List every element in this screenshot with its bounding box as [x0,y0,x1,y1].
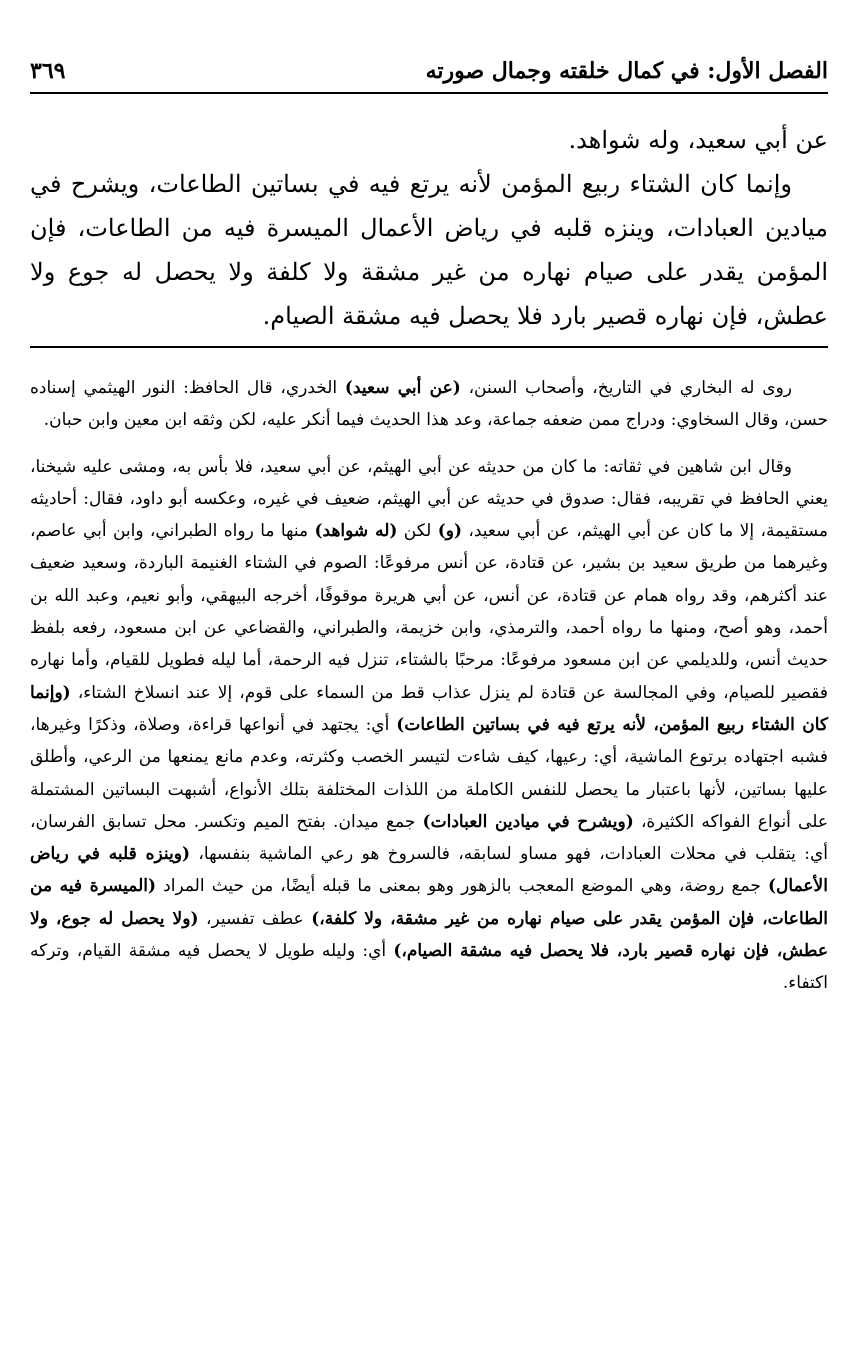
page-number: ٣٦٩ [30,58,66,85]
commentary-text: جمع ميدان. بفتح الميم وتكسر. محل تسابق الفرسان، أي: يتقلب في محلات العبادات، فهو مساو لسابقه، فالسروخ هو رعي الماشية بنفسها، [30,811,828,865]
header-rule [30,92,828,94]
commentary [30,372,828,1000]
main-paragraph-1: عن أبي سعيد، وله شواهد. [568,126,828,154]
main-text [30,118,828,338]
commentary-text: أي: وليله طويل لا يحصل فيه مشقة القيام، وتركه اكتفاء. [30,941,828,994]
text-divider [30,346,828,348]
quoted-phrase: (ويشرح في ميادين العبادات) [422,811,634,832]
commentary-text: روى له البخاري في التاريخ، وأصحاب السنن، [460,378,792,398]
quoted-phrase: (عن أبي سعيد) [344,378,461,398]
quoted-phrase: (ولا يحصل له جوع، ولا عطش، فإن نهاره قصير بارد، فلا يحصل فيه مشقة الصيام،) [30,908,829,962]
commentary-text: أي: يجتهد في أنواعها قراءة، وصلاة، وذكرًا وغيرها، فشبه اجتهاده برتوع الماشية، أي: رعيها، كيف شاءت لتيسر الخصب وكثرته، وعدم مانع يمنعها من الرعي، وأطلق عليها بساتين، لأنها باعتبار ما يحصل للنفس الكاملة من اللذات المختلفة بتلك الأنواع، أشبهت البساتين المشتملة على أنواع الفواكه الكثيرة، [30,714,829,832]
commentary-text: جمع روضة، وهي الموضع المعجب بالزهور وهو بمعنى ما قبله أيضًا، من حيث المراد [156,876,769,897]
running-header [30,40,828,86]
commentary-text: وقال ابن شاهين في ثقاته: ما كان من حديثه عن أبي الهيثم، عن أبي سعيد، فلا بأس به، ومشى عليه شيخنا، يعني الحافظ في تقريبه، فقال: صدوق في حديثه عن أبي الهيثم، ضعيف في غيره، وعكسه أبو داود، فقال: أحاديثه مستقيمة، إلا ما كان عن أبي الهيثم، عن أبي سعيد، [30,456,829,542]
commentary-text: منها ما رواه الطبراني، وابن أبي عاصم، وغيرهما من طريق سعيد بن بشير، عن قتادة، عن أنس مرفوعًا: الصوم في الشتاء الغنيمة الباردة، وسعيد ضعيف عند أكثرهم، وقد رواه همام عن قتادة، عن أنس، عن أبي هريرة موقوفًا، أخرجه البيهقي، وأبو نعيم، وعبد الله بن أحمد، وهو أصح، ومنها ما رواه أحمد، والترمذي، وابن خزيمة، والطبراني، والقضاعي عن ابن مسعود، رفعه بلفظ حديث أنس، وللديلمي عن ابن مسعود مرفوعًا: مرحبًا بالشتاء، تنزل فيه الرحمة، أما ليله فطويل للقيام، وأما نهاره فقصير للصيام، وفي المجالسة عن قتادة لم ينزل عذاب قط من السماء على قوم، إلا عند انسلاخ الشتاء، [30,521,828,703]
quoted-phrase: (الميسرة فيه من الطاعات، فإن المؤمن يقدر على صيام نهاره من غير مشقة، ولا كلفة،) [30,876,828,929]
commentary-text: لكن [397,521,438,542]
commentary-text: الخدري، قال الحافظ: النور الهيثمي إسناده حسن، وقال السخاوي: ودراج ممن ضعفه جماعة، وعد هذا الحديث فيما أنكر عليه، لكن وثقه ابن معين وابن حبان. [30,378,828,431]
commentary-paragraph-1 [30,372,828,437]
quoted-phrase: (و) [437,521,462,542]
commentary-paragraph-2 [30,451,828,1000]
chapter-title: الفصل الأول: في كمال خلقته وجمال صورته [425,58,828,85]
commentary-text: عطف تفسير، [198,908,312,929]
quoted-phrase: (له شواهد) [314,521,398,542]
quoted-phrase: (وينزه قلبه في رياض الأعمال) [30,844,828,897]
quoted-phrase: (وإنما كان الشتاء ربيع المؤمن، لأنه يرتع فيه في بساتين الطاعات) [30,682,829,735]
main-paragraph-2: وإنما كان الشتاء ربيع المؤمن لأنه يرتع فيه في بساتين الطاعات، ويشرح في ميادين العبادات، وينزه قلبه في رياض الأعمال الميسرة فيه من الطاعات، فإن المؤمن يقدر على صيام نهاره من غير مشقة ولا كلفة ولا يحصل له جوع ولا عطش، فإن نهاره قصير بارد فلا يحصل فيه مشقة الصيام. [30,170,828,330]
